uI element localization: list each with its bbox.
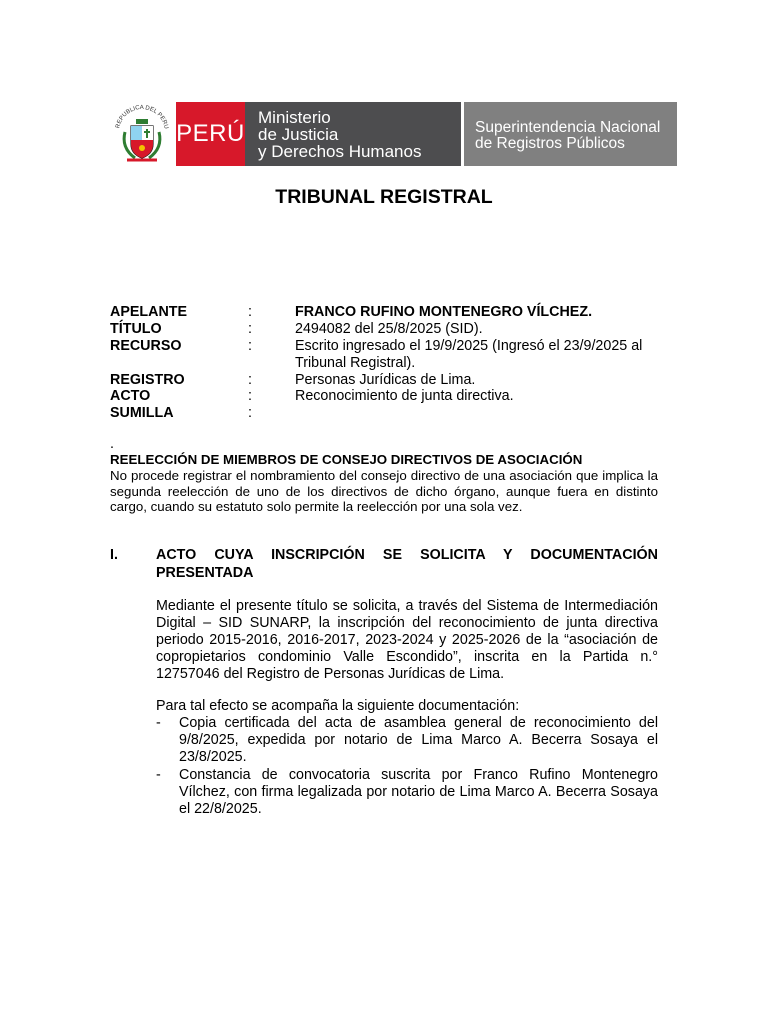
seal-text: REPUBLICA DEL PERU [115,104,169,130]
field-label-recurso: RECURSO [110,338,182,354]
list-bullet: - [156,715,161,731]
field-label-sumilla: SUMILLA [110,405,174,421]
list-item: Constancia de convocatoria suscrita por Franco Rufino Montenegro Vílchez, con firma legalizada por notario de Lima Marco A. Becerra Sosaya el 22/8/2025. [179,767,658,817]
field-colon: : [248,304,252,320]
sunarp-line-2: de Registros Públicos [475,135,625,152]
section-number: I. [110,547,118,563]
field-value-acto: Reconocimiento de junta directiva. [295,388,514,404]
coat-of-arms-icon [111,102,173,166]
field-label-acto: ACTO [110,388,151,404]
field-value-apelante: FRANCO RUFINO MONTENEGRO VÍLCHEZ. [295,304,593,320]
list-bullet: - [156,767,161,783]
ministry-line-1: Ministerio [258,108,331,127]
field-colon: : [248,338,252,354]
field-colon: : [248,372,252,388]
ministry-line-3: y Derechos Humanos [258,142,422,161]
list-item: Copia certificada del acta de asamblea general de reconocimiento del 9/8/2025, expedida por notario de Lima Marco A. Becerra Sosaya el 23/8/2025. [179,715,658,765]
sumilla-text: No procede registrar el nombramiento del consejo directivo de una asociación que implica la segunda reelección de uno de los directivos de dicho órgano, aunque fuera en distinto cargo, cuando su estatuto solo permite la reelección por una sola vez. [110,468,658,514]
section-paragraph: Mediante el presente título se solicita, a través del Sistema de Intermediación Digital – SID SUNARP, la inscripción del reconocimiento de junta directiva periodo 2015-2016, 2016-2017, 2023-2024 y 2025-2026 de la “asociación de copropietarios condominio Valle Escondido”, inscrita en la Partida n.° 12757046 del Registro de Personas Jurídicas de Lima. [156,598,658,682]
field-colon: : [248,405,252,421]
sunarp-line-1: Superintendencia Nacional [475,119,661,136]
peru-label: PERÚ [176,120,245,147]
field-label-apelante: APELANTE [110,304,188,320]
document-title: TRIBUNAL REGISTRAL [275,186,493,208]
sunarp-logo [464,102,677,166]
peru-logo [176,102,245,166]
field-value-titulo: 2494082 del 25/8/2025 (SID). [295,321,483,337]
field-colon: : [248,321,252,337]
ministry-line-2: de Justicia [258,125,339,144]
field-value-recurso: Escrito ingresado el 19/9/2025 (Ingresó el 23/9/2025 al Tribunal Registral). [295,338,643,371]
section-heading: ACTO CUYA INSCRIPCIÓN SE SOLICITA Y DOCUMENTACIÓN PRESENTADA [156,547,658,581]
sumilla-heading: REELECCIÓN DE MIEMBROS DE CONSEJO DIRECTIVOS DE ASOCIACIÓN [110,452,583,467]
field-colon: : [248,388,252,404]
ministry-logo [245,102,461,166]
stray-dot: . [110,436,114,452]
documents-intro: Para tal efecto se acompaña la siguiente documentación: [156,698,520,714]
field-label-titulo: TÍTULO [110,321,162,337]
field-label-registro: REGISTRO [110,372,185,388]
field-value-registro: Personas Jurídicas de Lima. [295,372,476,388]
